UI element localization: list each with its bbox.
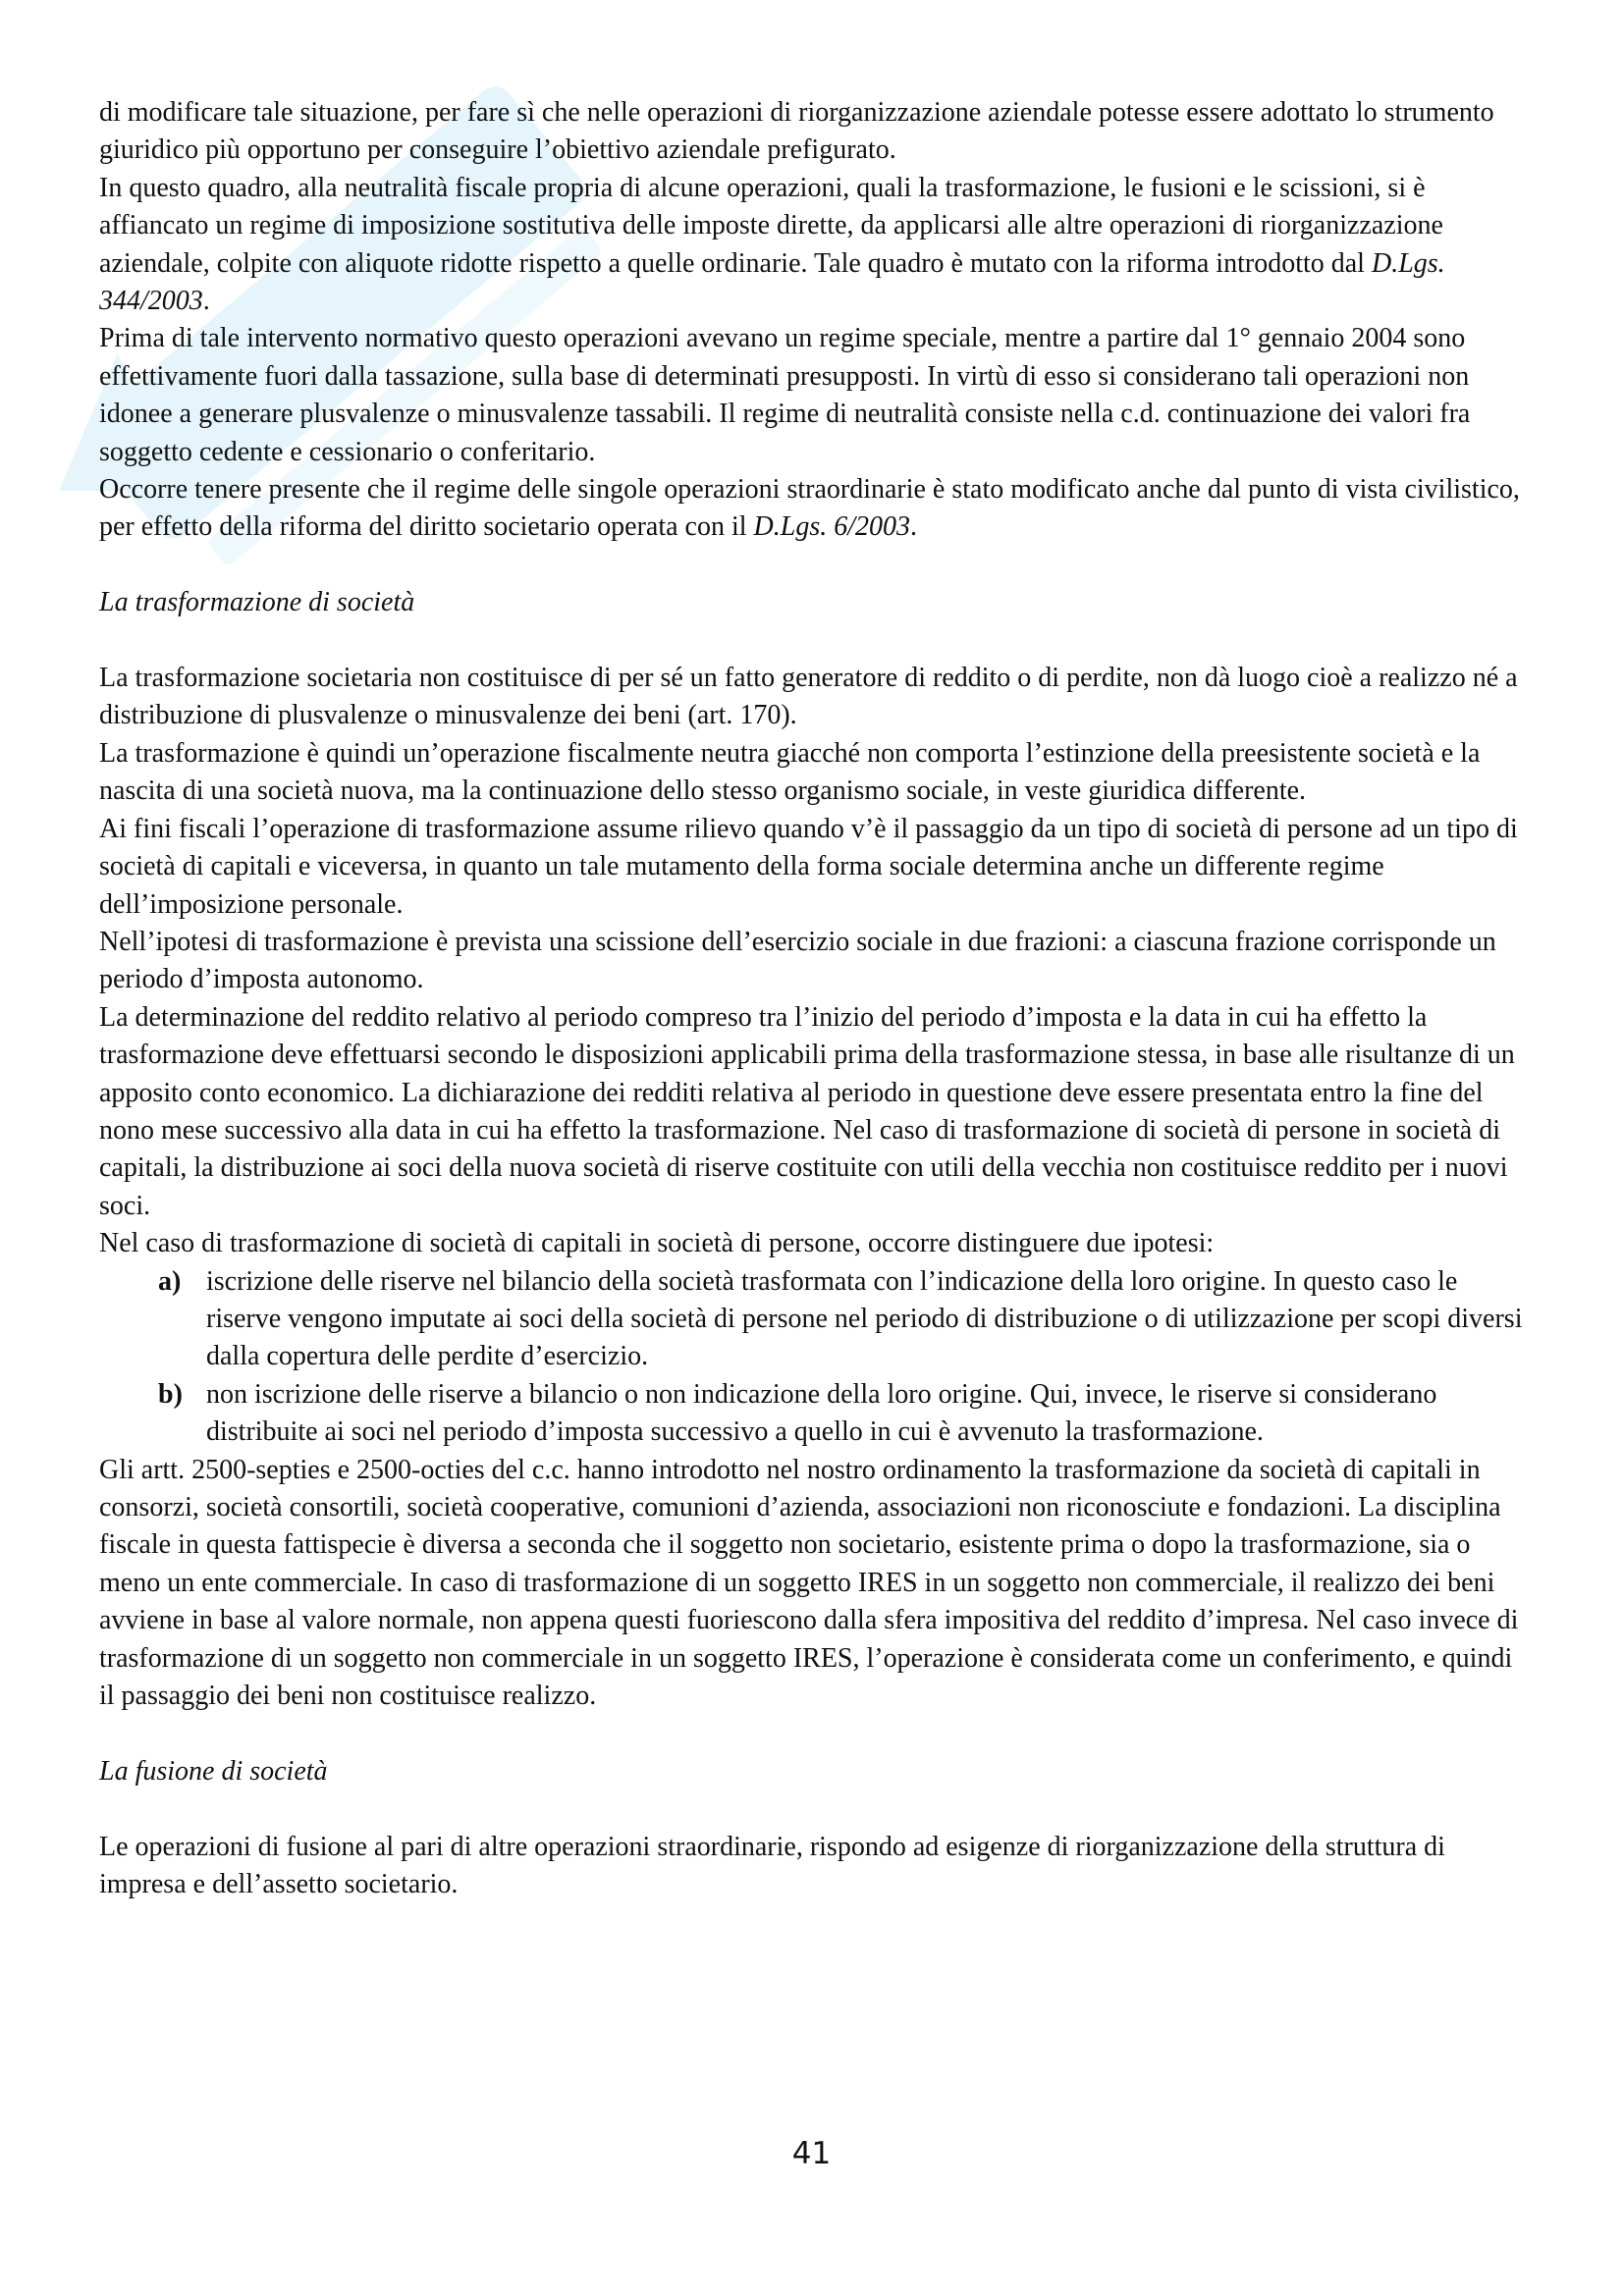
- law-reference: D.Lgs. 344/2003: [99, 247, 1445, 317]
- paragraph: La trasformazione societaria non costituisce di per sé un fatto generatore di reddito o di perdite, non dà luogo cioè a realizzo né a distribuzione di plusvalenze o minusvalenze dei beni (art. 170).: [99, 663, 1518, 731]
- section-heading-trasformazione: La trasformazione di società: [99, 587, 415, 618]
- hypotheses-list: [99, 1263, 1533, 1452]
- paragraph: In questo quadro, alla neutralità fiscale propria di alcune operazioni, quali la trasformazione, le fusioni e le scissioni, si è affiancato un regime di imposizione sostitutiva delle imposte dirette, da applicarsi alle altre operazioni di riorganizzazione aziendale, colpite con aliquote ridotte rispetto a quelle ordinarie. Tale quadro è mutato con la riforma introdotto dal D.Lgs. 344/2003.: [99, 172, 1445, 317]
- list-item: [99, 1263, 1533, 1376]
- list-item-text: non iscrizione delle riserve a bilancio o non indicazione della loro origine. Qui, invece, le riserve si considerano distribuite ai soci nel periodo d’imposta successivo a quello in cui è avvenuto la trasformazione.: [206, 1378, 1437, 1448]
- page-number: 41: [791, 2136, 832, 2171]
- list-marker: b): [158, 1378, 183, 1410]
- section-heading-fusione: La fusione di società: [99, 1755, 328, 1787]
- paragraph: Le operazioni di fusione al pari di altre operazioni straordinarie, rispondo ad esigenze di riorganizzazione della struttura di impresa e dell’assetto societario.: [99, 1831, 1445, 1900]
- paragraph: Ai fini fiscali l’operazione di trasformazione assume rilievo quando v’è il passaggio da un tipo di società di persone ad un tipo di società di capitali e viceversa, in quanto un tale mutamento della forma sociale determina anche un differente regime dell’imposizione personale.: [99, 813, 1518, 920]
- list-item: [99, 1376, 1533, 1452]
- list-marker: a): [158, 1265, 182, 1297]
- paragraph: Prima di tale intervento normativo questo operazioni avevano un regime speciale, mentre a partire dal 1° gennaio 2004 sono effettivamente fuori dalla tassazione, sulla base di determinati presupposti. In virtù di esso si considerano tali operazioni non idonee a generare plusvalenze o minusvalenze tassabili. Il regime di neutralità consiste nella c.d. continuazione dei valori fra soggetto cedente e cessionario o conferitario.: [99, 323, 1471, 467]
- paragraph: La trasformazione è quindi un’operazione fiscalmente neutra giacché non comporta l’estinzione della preesistente società e la nascita di una società nuova, ma la continuazione dello stesso organismo sociale, in veste giuridica differente.: [99, 737, 1481, 807]
- document-page: [99, 94, 1533, 1903]
- paragraph: Nell’ipotesi di trasformazione è prevista una scissione dell’esercizio sociale in due frazioni: a ciascuna frazione corrisponde un periodo d’imposta autonomo.: [99, 926, 1496, 995]
- law-reference: D.Lgs. 6/2003: [753, 511, 911, 543]
- paragraph: Gli artt. 2500-septies e 2500-octies del c.c. hanno introdotto nel nostro ordinamento la trasformazione da società di capitali in consorzi, società consortili, società cooperative, comunioni d’azienda, associazioni non riconosciute e fondazioni. La disciplina fiscale in questa fattispecie è diversa a seconda che il soggetto non societario, esistente prima o dopo la trasformazione, sia o meno un ente commerciale. In caso di trasformazione di un soggetto IRES in un soggetto non commerciale, il realizzo dei beni avviene in base al valore normale, non appena questi fuoriescono dalla sfera impositiva del reddito d’impresa. Nel caso invece di trasformazione di un soggetto non commerciale in un soggetto IRES, l’operazione è considerata come un conferimento, e quindi il passaggio dei beni non costituisce realizzo.: [99, 1454, 1519, 1712]
- list-item-text: iscrizione delle riserve nel bilancio della società trasformata con l’indicazione della loro origine. In questo caso le riserve vengono imputate ai soci della società di persone nel periodo di distribuzione o di utilizzazione per scopi diversi dalla copertura delle perdite d’esercizio.: [206, 1265, 1523, 1372]
- paragraph: Occorre tenere presente che il regime delle singole operazioni straordinarie è stato modificato anche dal punto di vista civilistico, per effetto della riforma del diritto societario operata con il D.Lgs. 6/2003.: [99, 474, 1520, 543]
- paragraph: Nel caso di trasformazione di società di capitali in società di persone, occorre distinguere due ipotesi:: [99, 1228, 1215, 1259]
- paragraph: di modificare tale situazione, per fare sì che nelle operazioni di riorganizzazione aziendale potesse essere adottato lo strumento giuridico più opportuno per conseguire l’obiettivo aziendale prefigurato.: [99, 97, 1494, 166]
- paragraph: La determinazione del reddito relativo al periodo compreso tra l’inizio del periodo d’imposta e la data in cui ha effetto la trasformazione deve effettuarsi secondo le disposizioni applicabili prima della trasformazione stessa, in base alle risultanze di un apposito conto economico. La dichiarazione dei redditi relativa al periodo in questione deve essere presentata entro la fine del nono mese successivo alla data in cui ha effetto la trasformazione. Nel caso di trasformazione di società di persone in società di capitali, la distribuzione ai soci della nuova società di riserve costituite con utili della vecchia non costituisce reddito per i nuovi soci.: [99, 1001, 1515, 1221]
